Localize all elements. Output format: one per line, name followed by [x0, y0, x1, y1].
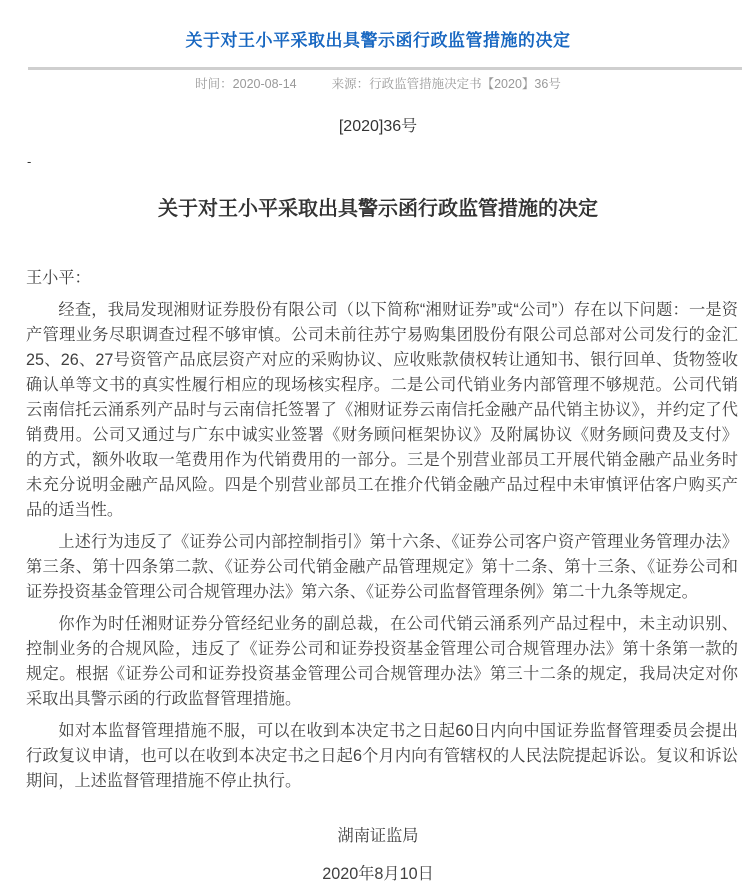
salutation: 王小平： — [26, 269, 91, 287]
meta-source-value: 行政监管措施决定书【2020】36号 — [369, 77, 561, 91]
meta-time-label: 时间： — [195, 77, 233, 91]
signature-authority: 湖南证监局 — [337, 827, 419, 845]
paragraph-violations: 上述行为违反了《证券公司内部控制指引》第十六条、《证券公司客户资产管理业务管理办法》第三条、第十四条第二款、《证券公司代销金融产品管理规定》第十二条、第十三条、《证券公司和证券投资基金管理公司合规管理办法》第六条、《证券公司监督管理条例》第二十九条等规定。 — [26, 533, 738, 601]
signature-date: 2020年8月10日 — [322, 865, 434, 883]
paragraph-appeal: 如对本监督管理措施不服，可以在收到本决定书之日起60日内向中国证券监督管理委员会提出行政复议申请，也可以在收到本决定书之日起6个月内向有管辖权的人民法院提起诉讼。复议和诉讼期间，上述监督管理措施不停止执行。 — [26, 722, 738, 790]
document-body — [26, 266, 738, 794]
page-title: 关于对王小平采取出具警示函行政监管措施的决定 — [185, 31, 571, 50]
paragraph-decision: 你作为时任湘财证券分管经纪业务的副总裁，在公司代销云涌系列产品过程中，未主动识别、控制业务的合规风险，违反了《证券公司和证券投资基金管理公司合规管理办法》第十条第一款的规定。根据《证券公司和证券投资基金管理公司合规管理办法》第三十二条的规定，我局决定对你采取出具警示函的行政监督管理措施。 — [26, 615, 738, 708]
meta-source — [332, 77, 561, 92]
article-meta — [0, 77, 756, 92]
paragraph-findings: 经查，我局发现湘财证券股份有限公司（以下简称“湘财证券”或“公司”）存在以下问题：一是资产管理业务尽职调查过程不够审慎。公司未前往苏宁易购集团股份有限公司总部对公司发行的金汇25、26、27号资管产品底层资产对应的采购协议、应收账款债权转让通知书、银行回单、货物签收确认单等文书的真实性履行相应的现场核实程序。二是公司代销业务内部管理不够规范。公司代销云南信托云涌系列产品时与云南信托签署了《湘财证券云南信托金融产品代销主协议》，并约定了代销费用。公司又通过与广东中诚实业签署《财务顾问框架协议》及附属协议《财务顾问费及支付》的方式，额外收取一笔费用作为代销费用的一部分。三是个别营业部员工开展代销金融产品业务时未充分说明金融产品风险。四是个别营业部员工在推介代销金融产品过程中未审慎评估客户购买产品的适当性。 — [26, 301, 738, 519]
document-number: [2020]36号 — [338, 118, 418, 135]
meta-time-value: 2020-08-14 — [232, 77, 297, 91]
meta-source-label: 来源： — [331, 77, 370, 91]
stray-dash: - — [27, 154, 32, 169]
header-divider — [28, 67, 742, 70]
document-title: 关于对王小平采取出具警示函行政监管措施的决定 — [158, 198, 598, 220]
meta-time — [195, 77, 296, 92]
